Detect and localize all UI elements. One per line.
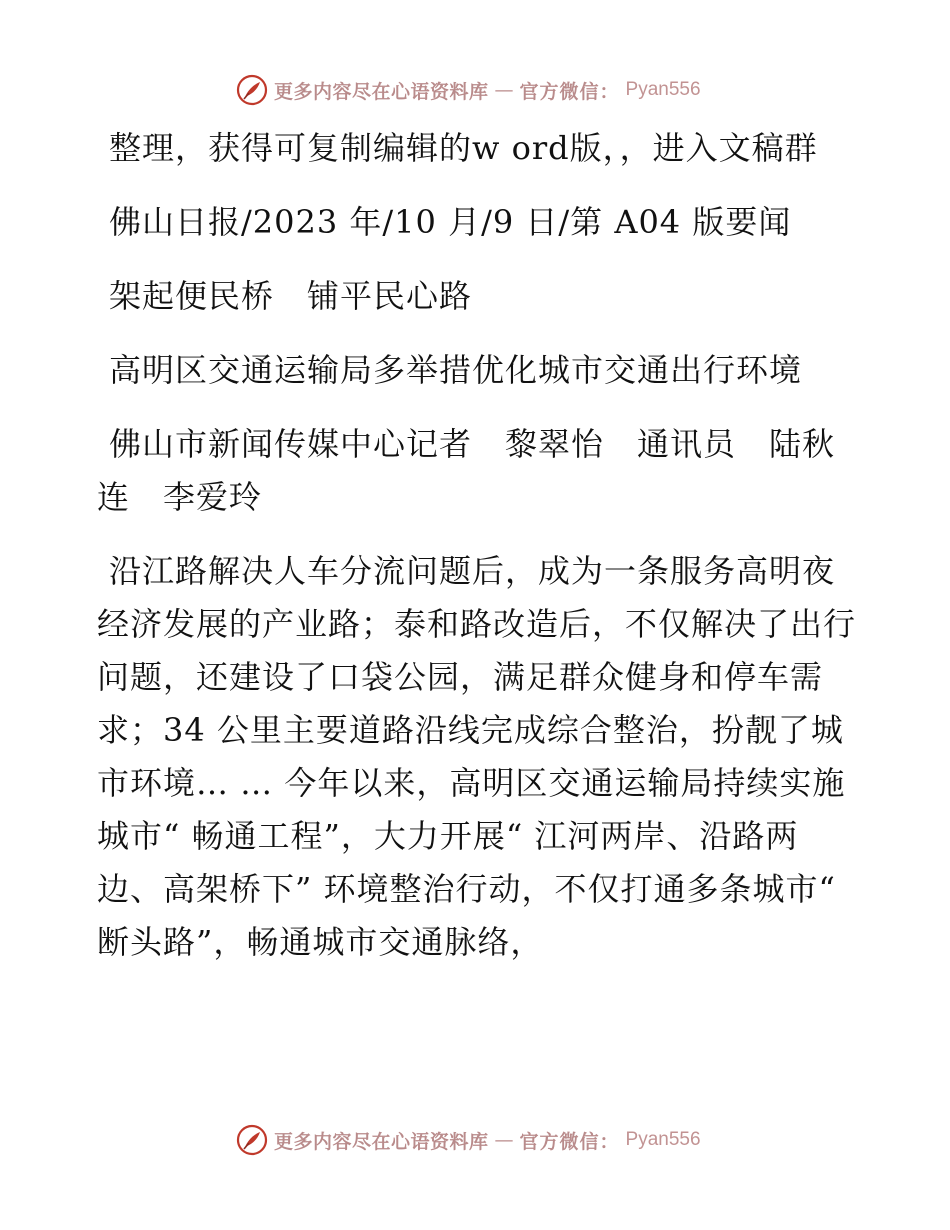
quill-logo-icon	[236, 1124, 268, 1156]
intro-paragraph: 整理，获得可复制编辑的w ord版，，进入文稿群	[109, 129, 818, 167]
headline: 架起便民桥 铺平民心路	[109, 277, 473, 315]
watermark-contact-label: 官方微信：	[519, 80, 620, 103]
watermark-site-name: 更多内容尽在心语资料库	[274, 1130, 489, 1153]
watermark-contact-label: 官方微信：	[519, 1130, 620, 1153]
subheadline: 高明区交通运输局多举措优化城市交通出行环境	[109, 351, 803, 389]
watermark-handle: Pyan556	[625, 1129, 701, 1150]
watermark-separator: —	[494, 79, 514, 101]
watermark-handle: Pyan556	[625, 79, 701, 100]
watermark-site-name: 更多内容尽在心语资料库	[274, 80, 489, 103]
watermark-separator: —	[494, 1129, 514, 1151]
quill-logo-icon	[236, 74, 268, 106]
byline: 佛山市新闻传媒中心记者 黎翠怡 通讯员 陆秋连 李爱玲	[97, 425, 836, 516]
watermark-header	[236, 72, 701, 108]
document-body	[97, 122, 857, 969]
article-paragraph: 沿江路解决人车分流问题后，成为一条服务高明夜经济发展的产业路；泰和路改造后，不仅解决了出行问题，还建设了口袋公园，满足群众健身和停车需求；34 公里主要道路沿线完成综合整治，扮靓了城市环境… … 今年以来，高明区交通运输局持续实施城市“ 畅通工程”，大力开展“ 江河两岸、沿路两边、高架桥下” 环境整治行动，不仅打通多条城市“ 断头路”，畅通城市交通脉络，	[97, 552, 857, 961]
source-line: 佛山日报/2023 年/10 月/9 日/第 A04 版要闻	[109, 203, 792, 241]
watermark-footer	[236, 1122, 701, 1158]
